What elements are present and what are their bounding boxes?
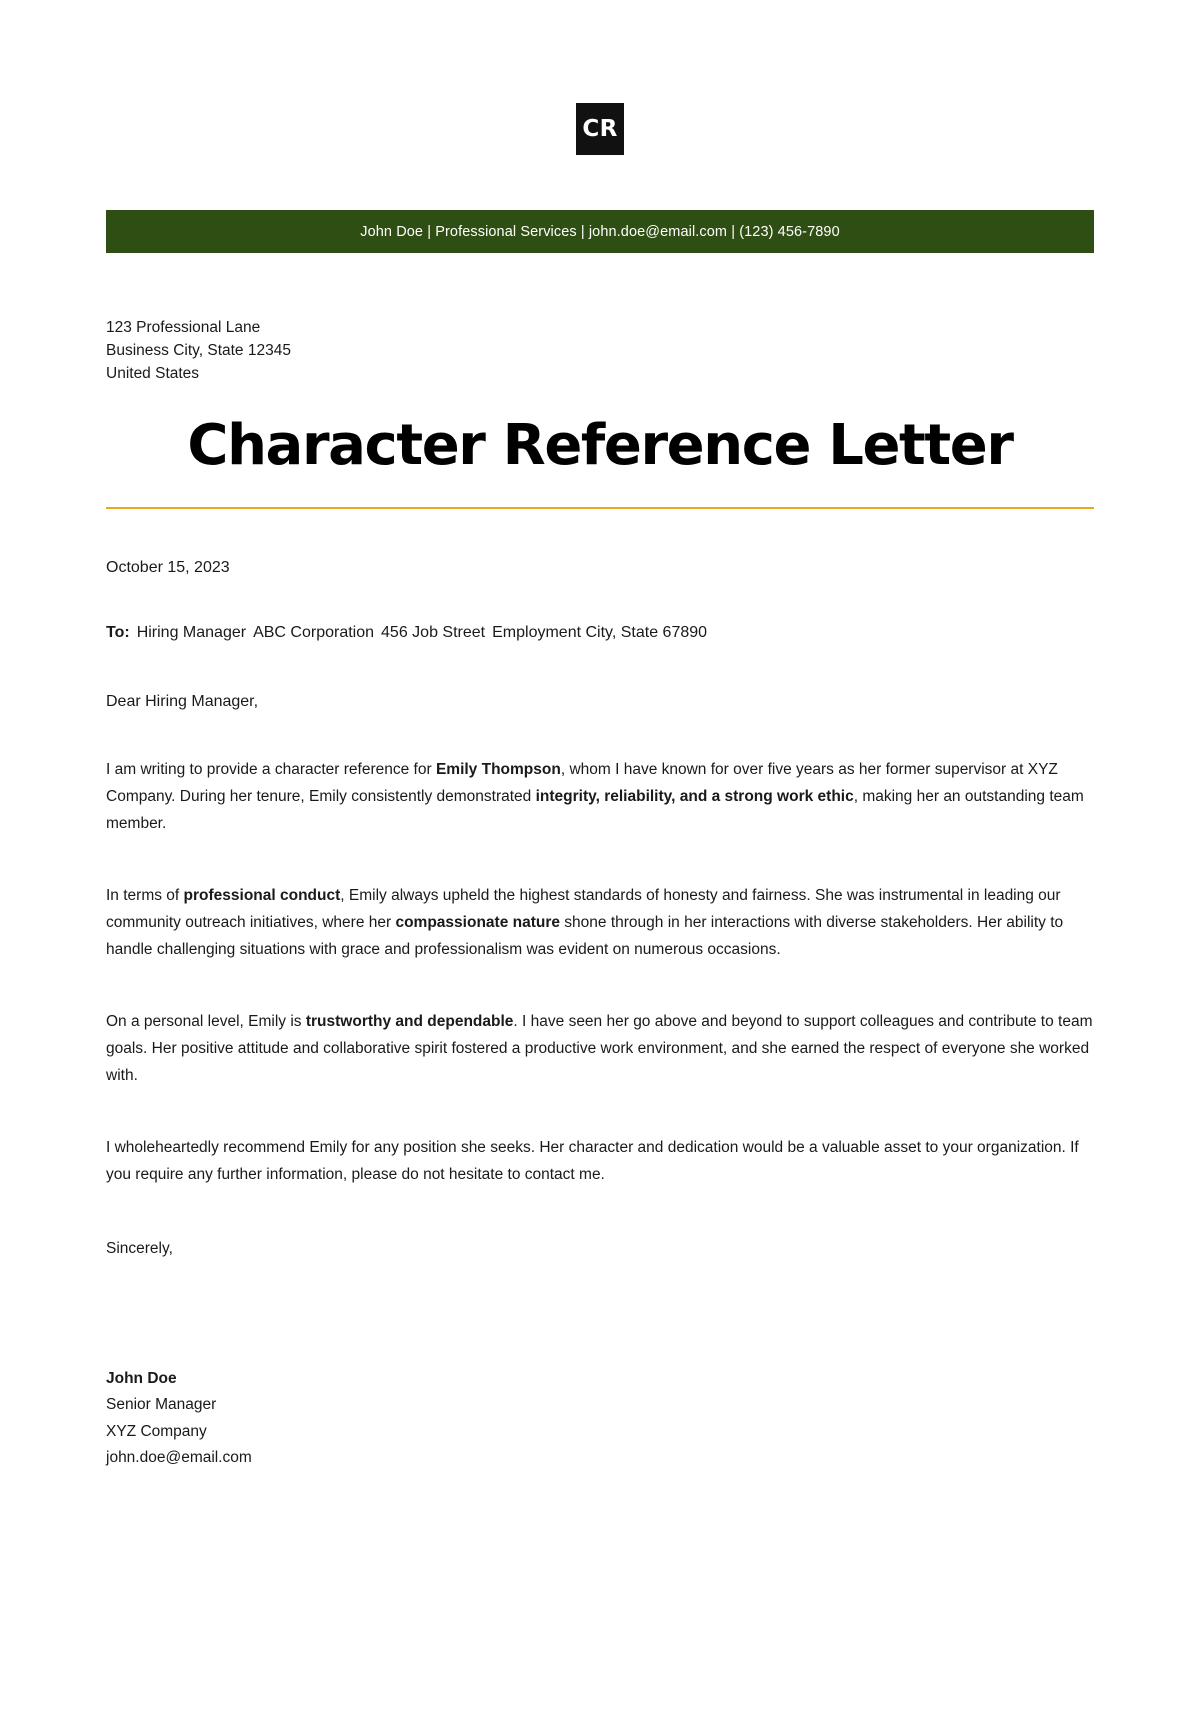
recipient-street: 456 Job Street: [381, 623, 486, 641]
logo-text: CR: [582, 115, 618, 142]
paragraph-text: , making her an outstanding team member.: [106, 787, 1084, 832]
logo-row: [0, 0, 1200, 155]
recipient-line: [106, 624, 1094, 642]
sender-address-line-3: United States: [106, 365, 200, 382]
recipient-name: Hiring Manager: [136, 623, 247, 641]
sender-address-line-2: Business City, State 12345: [106, 342, 291, 359]
paragraph-text: On a personal level, Emily is: [106, 1012, 306, 1030]
paragraph-text: I wholeheartedly recommend Emily for any position she seeks. Her character and dedication would be a valuable asset to your organization. If you require any further information, please do not hesitate to contact me.: [106, 1138, 1079, 1183]
paragraph-text: In terms of: [106, 886, 184, 904]
letter-paragraph: [106, 882, 1094, 963]
signature-block: [106, 1366, 1094, 1472]
contact-bar: [106, 210, 1094, 253]
title-divider: [106, 507, 1094, 509]
sender-address-block: [106, 316, 1200, 385]
closing-line: Sincerely,: [106, 1239, 173, 1257]
signer-job-title: Senior Manager: [106, 1396, 217, 1414]
paragraph-text: , Emily always upheld the highest standards of honesty and fairness. She was instrumental in leading our community outreach initiatives, where her: [106, 886, 1061, 931]
paragraph-text: , whom I have known for over five years as her former supervisor at XYZ Company. During her tenure, Emily consistently demonstrated: [106, 760, 1058, 805]
signer-company: XYZ Company: [106, 1422, 207, 1440]
contact-bar-text: John Doe | Professional Services | john.doe@email.com | (123) 456-7890: [360, 223, 840, 240]
signer-email: john.doe@email.com: [106, 1449, 252, 1467]
page-title: Character Reference Letter: [187, 413, 1013, 478]
emphasis-text: professional conduct: [183, 886, 341, 904]
signer-name: John Doe: [106, 1369, 177, 1387]
letter-paragraph: [106, 756, 1094, 837]
letter-paragraph: [106, 1134, 1094, 1188]
emphasis-text: Emily Thompson: [435, 760, 561, 778]
salutation: Dear Hiring Manager,: [106, 692, 259, 710]
letter-paragraph: [106, 1008, 1094, 1089]
sender-address-line-1: 123 Professional Lane: [106, 319, 261, 336]
emphasis-text: compassionate nature: [395, 913, 560, 931]
emphasis-text: trustworthy and dependable: [305, 1012, 514, 1030]
brand-logo: [576, 103, 624, 155]
paragraph-text: . I have seen her go above and beyond to support colleagues and contribute to team goals. Her positive attitude and collaborative spirit fostered a productive work environment, and she earned the respect of everyone she worked with.: [106, 1012, 1093, 1084]
paragraph-list: [106, 756, 1094, 1188]
letter-body: [106, 559, 1094, 1472]
paragraph-text: shone through in her interactions with diverse stakeholders. Her ability to handle challenging situations with grace and professionalism was evident on numerous occasions.: [106, 913, 1064, 958]
recipient-city-state-zip: Employment City, State 67890: [492, 623, 708, 641]
recipient-company: ABC Corporation: [253, 623, 375, 641]
letter-date: October 15, 2023: [106, 558, 230, 576]
recipient-label: To:: [106, 623, 130, 641]
emphasis-text: integrity, reliability, and a strong work ethic: [535, 787, 854, 805]
paragraph-text: I am writing to provide a character reference for: [106, 760, 436, 778]
